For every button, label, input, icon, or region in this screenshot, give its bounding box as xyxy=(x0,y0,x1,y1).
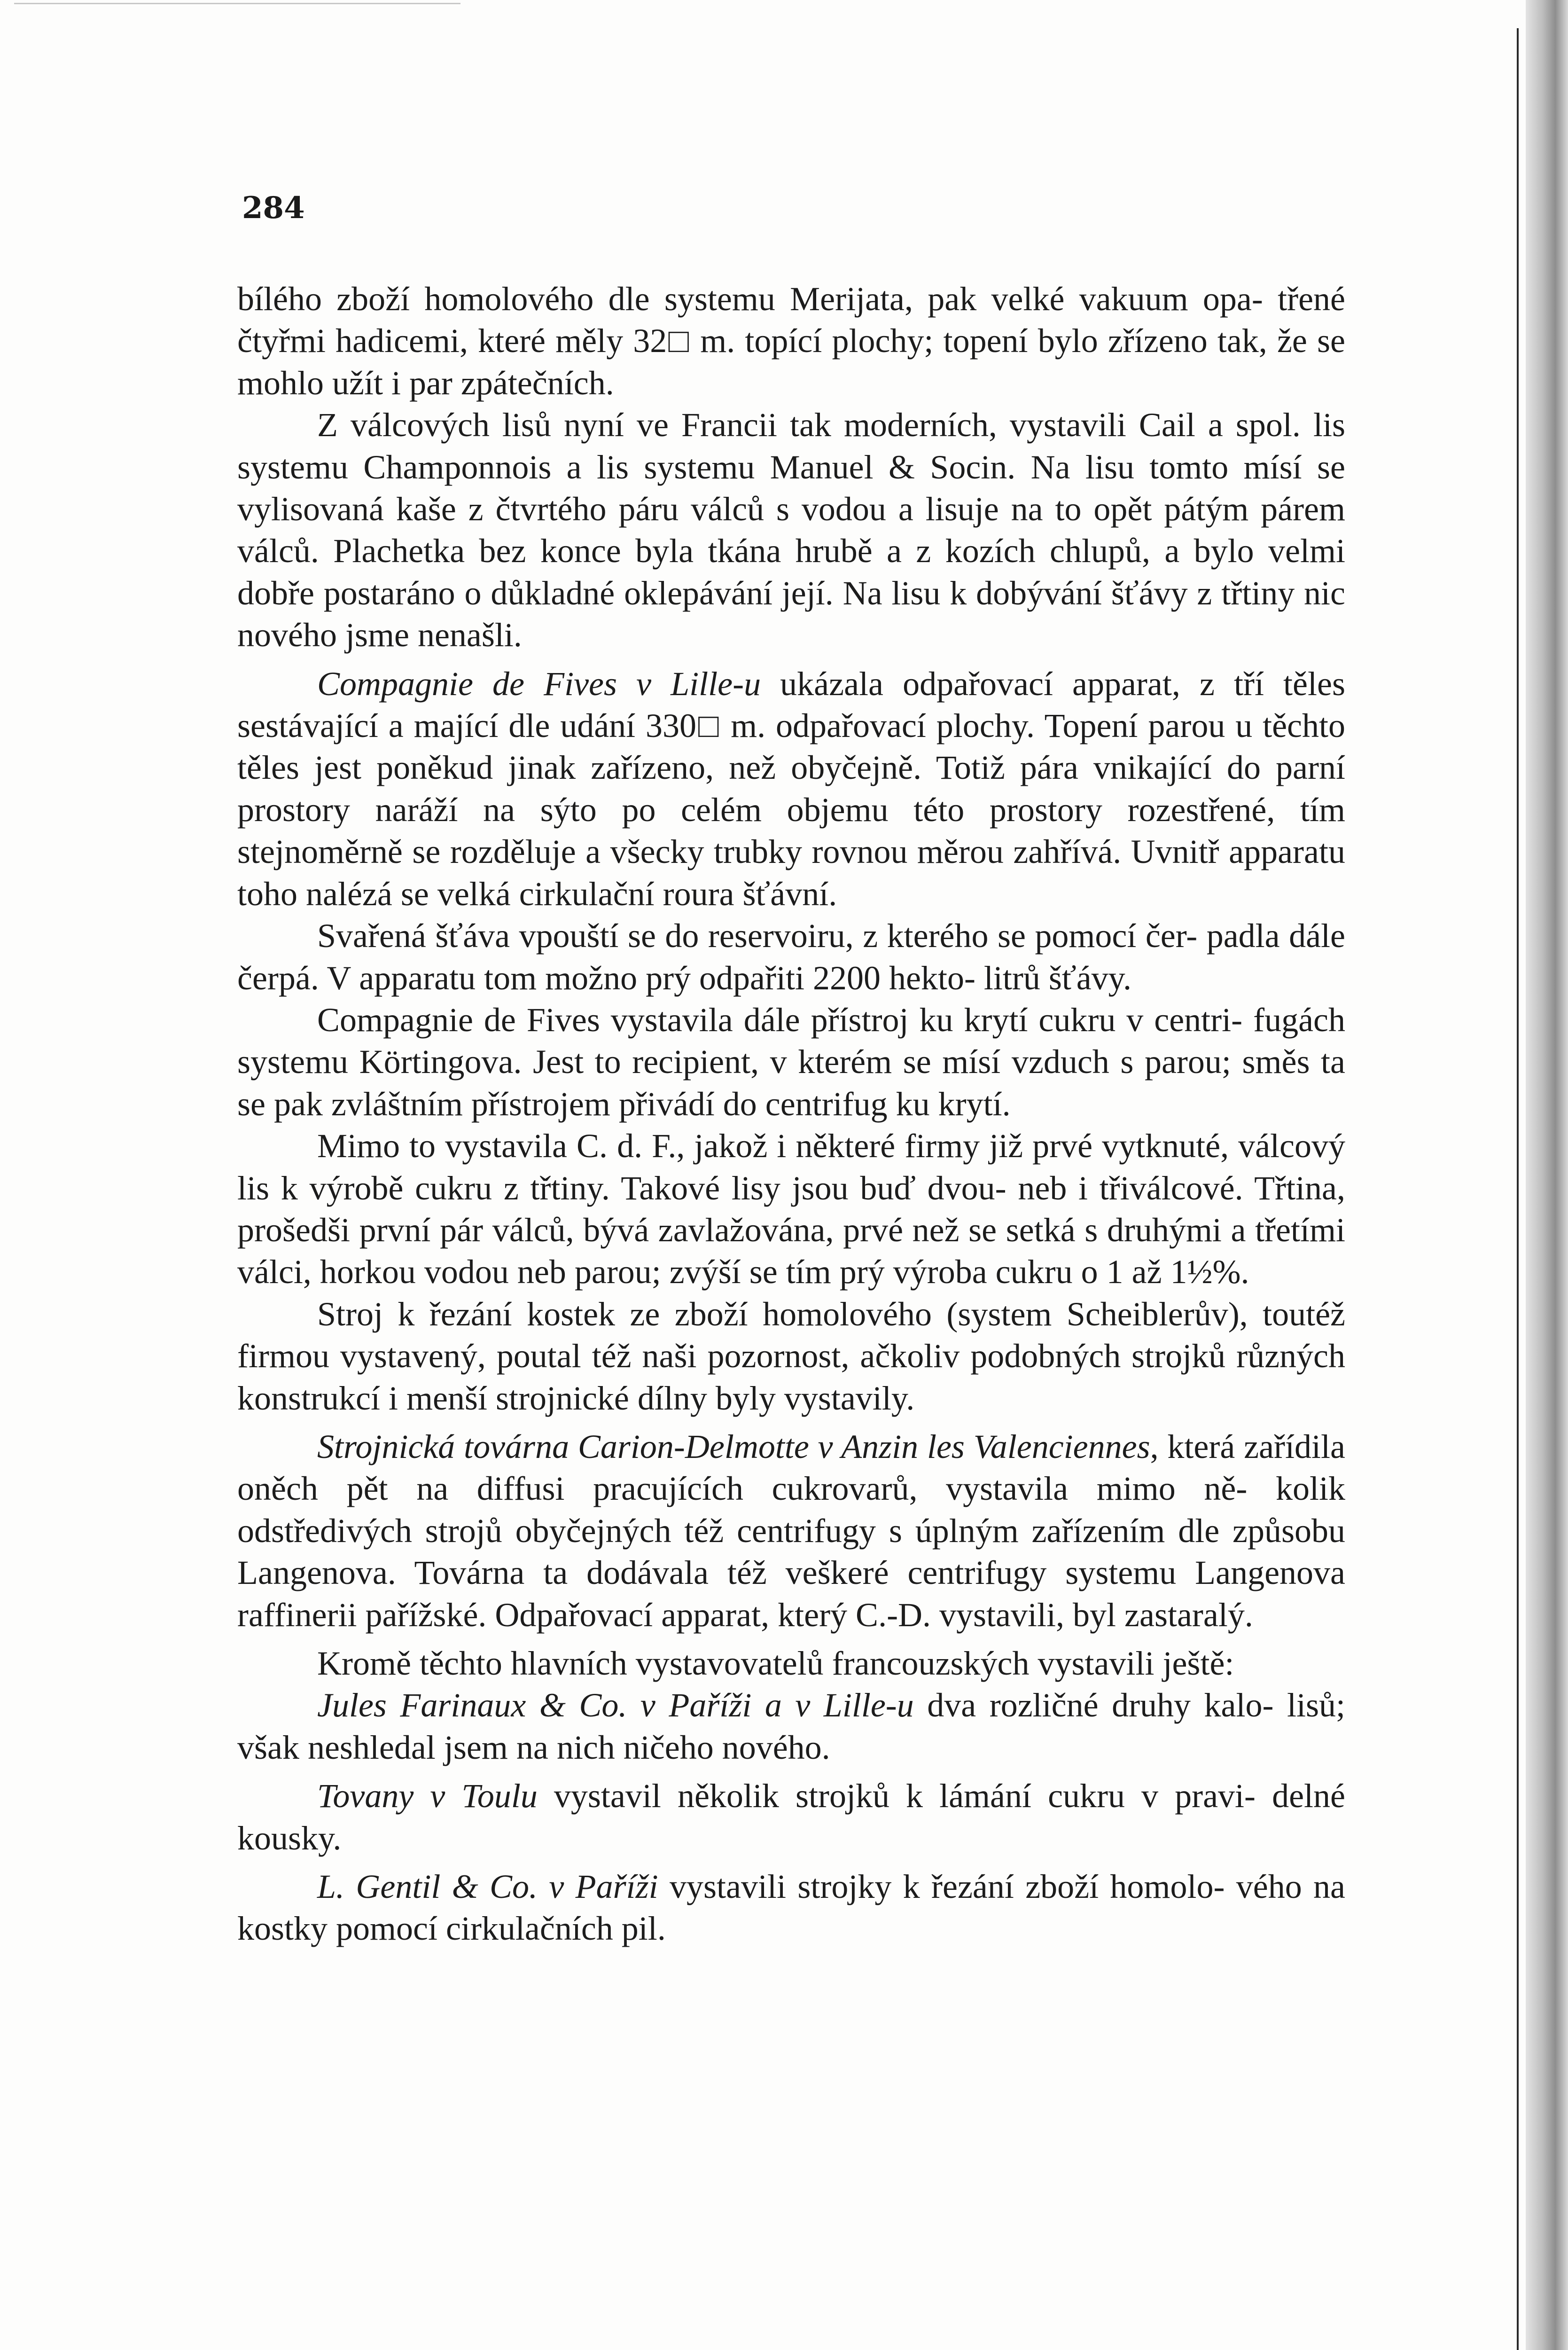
paragraph-11 xyxy=(237,1775,1345,1859)
company-name: Compagnie de Fives v Lille-u xyxy=(317,665,761,703)
scan-right-edge xyxy=(1526,0,1568,2350)
paragraph-3 xyxy=(237,663,1345,915)
company-name: Jules Farinaux & Co. v Paříži a v Lille-u xyxy=(317,1686,914,1724)
body-text xyxy=(237,278,1345,1950)
paragraph-text: Kromě těchto hlavních vystavovatelů francouzských vystavili ještě: xyxy=(317,1645,1234,1682)
paragraph-text: Mimo to vystavila C. d. F., jakož i některé firmy již prvé vytknuté, válcový lis k výrobě cukru z třtiny. Takové lisy jsou buď dvou- neb i třiválcové. Třtina, prošedši první pár válců, bývá zavlažována, prvé než se setká s druhými a třetími válci, horkou vodou neb parou; zvýší se tím prý výroba cukru o 1 až 1½%. xyxy=(237,1127,1345,1291)
paragraph-9 xyxy=(237,1643,1345,1684)
paragraph-text: ukázala odpařovací apparat, z tří těles sestávající a mající dle udání 330□ m. odpařovací plochy. Topení parou u těchto těles jest poněkud jinak zařízeno, než obyčejně. Totiž pára vnikající do parní prostory naráží na sýto po celém objemu této prostory rozestřené, tím stejnoměrně se rozděluje a všecky trubky rovnou měrou zahřívá. Uvnitř apparatu toho nalézá se velká cirkulační roura šťávní. xyxy=(237,665,1345,913)
paragraph-text: Z válcových lisů nyní ve Francii tak moderních, vystavili Cail a spol. lis systemu Champonnois a lis systemu Manuel & Socin. Na lisu tomto mísí se vylisovaná kaše z čtvrtého páru válců s vodou a lisuje na to opět pátým párem válců. Plachetka bez konce byla tkána hrubě a z kozích chlupů, a bylo velmi dobře postaráno o důkladné oklepávání její. Na lisu k dobývání šťávy z třtiny nic nového jsme nenašli. xyxy=(237,406,1345,654)
paragraph-5 xyxy=(237,999,1345,1125)
paragraph-2 xyxy=(237,404,1345,656)
paragraph-text: vystavili strojky k řezání zboží homolo- vého na kostky pomocí cirkulačních pil. xyxy=(237,1868,1345,1948)
paragraph-text: Svařená šťáva vpouští se do reservoiru, z kterého se pomocí čer- padla dále čerpá. V apparatu tom možno prý odpařiti 2200 hekto- litrů šťávy. xyxy=(237,917,1345,997)
paragraph-12 xyxy=(237,1866,1345,1950)
paragraph-10 xyxy=(237,1684,1345,1769)
paragraph-text: , která zařídila oněch pět na diffusi pracujících cukrovarů, vystavila mimo ně- kolik odstředivých strojů obyčejných též centrifugy s úplným zařízením dle způsobu Langenova. Továrna ta dodávala též veškeré centrifugy systemu Langenova raffinerii pařížské. Odpařovací apparat, který C.-D. vystavili, byl zastaralý. xyxy=(237,1427,1345,1634)
company-name: Tovany v Toulu xyxy=(317,1777,538,1815)
page-edge-line xyxy=(1517,28,1519,2350)
company-name: L. Gentil & Co. v Paříži xyxy=(317,1868,658,1906)
paragraph-text: dva rozličné druhy kalo- lisů; však neshledal jsem na nich ničeho nového. xyxy=(237,1686,1345,1766)
paragraph-text: Stroj k řezání kostek ze zboží homolového (system Scheiblerův), toutéž firmou vystavený, poutal též naši pozornost, ačkoliv podobných strojků různých konstrukcí i menší strojnické dílny byly vystavily. xyxy=(237,1295,1345,1417)
paragraph-6 xyxy=(237,1125,1345,1293)
paragraph-text: vystavil několik strojků k lámání cukru v pravi- delné kousky. xyxy=(237,1777,1345,1857)
paragraph-1 xyxy=(237,278,1345,404)
paragraph-7 xyxy=(237,1293,1345,1419)
paragraph-text: Compagnie de Fives vystavila dále přístroj ku krytí cukru v centri- fugách systemu Körtingova. Jest to recipient, v kterém se mísí vzduch s parou; směs ta se pak zvláštním přístrojem přivádí do centrifug ku krytí. xyxy=(237,1001,1345,1123)
paragraph-8 xyxy=(237,1426,1345,1636)
paragraph-text: bílého zboží homolového dle systemu Merijata, pak velké vakuum opa- třené čtyřmi hadicemi, které měly 32□ m. topící plochy; topení bylo zřízeno tak, že se mohlo užít i par zpátečních. xyxy=(237,280,1345,402)
company-name: Strojnická továrna Carion-Delmotte v Anzin les Valenciennes xyxy=(317,1427,1150,1465)
paragraph-4 xyxy=(237,915,1345,999)
page-number: 284 xyxy=(242,190,305,226)
top-scan-edge xyxy=(14,3,460,4)
